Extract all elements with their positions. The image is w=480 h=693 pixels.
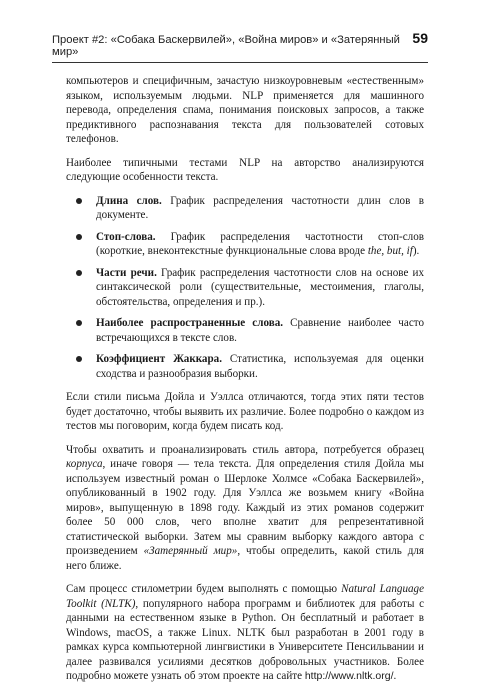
- bullet-icon: [76, 234, 82, 240]
- list-item: [66, 194, 424, 223]
- list-item-text: Сравнение наиболее часто встречающихся в тексте слов.: [96, 317, 424, 344]
- paragraph-3: Если стили письма Дойла и Уэллса отличаются, тогда этих пяти тестов будет достаточно, чтобы выявить их различие. Более подробно о каждом из тестов мы поговорим, когда будем писать код.: [66, 391, 424, 432]
- paragraph-4-part-c: , чтобы определить, какой стиль для него ближе.: [66, 545, 425, 572]
- paragraph-2: Наиболее типичными тестами NLP на авторство анализируются следующие особенности текста.: [66, 156, 424, 183]
- paragraph-4: [66, 443, 424, 574]
- lost-world-title: «Затерянный мир»: [143, 545, 238, 557]
- paragraph-5: [66, 582, 424, 684]
- list-item-tail: ).: [412, 245, 420, 257]
- page-body: [66, 74, 424, 693]
- paragraph-1: компьютеров и специфичным, зачастую низкоуровневым «естественным» языком, используемым людьми. NLP применяется для машинного перевода, определения спама, понимания поисковых запросов, а также предиктивного распознавания текста для пользователей сотовых телефонов.: [66, 75, 424, 145]
- paragraph-4-part-a: Чтобы охватить и проанализировать стиль автора, потребуется образец: [66, 443, 424, 456]
- list-item-term: Стоп-слова.: [96, 230, 156, 243]
- nltk-url-link[interactable]: http://www.nltk.org/: [304, 670, 394, 682]
- bullet-icon: [76, 320, 82, 326]
- feature-list: [66, 194, 424, 382]
- paragraph-5-part-c: .: [393, 670, 397, 682]
- list-item-text: Статистика, используемая для оценки сходства и разнообразия выборки.: [96, 353, 424, 380]
- list-item-text: График распределения частотности стоп-слов (короткие, внеконтекстные функциональные слова вроде: [96, 230, 424, 257]
- list-item: [66, 352, 424, 381]
- header-title: Проект #2: «Собака Баскервилей», «Война миров» и «Затерянный мир»: [52, 34, 400, 58]
- bullet-icon: [76, 356, 82, 362]
- list-item-term: Наиболее распространенные слова.: [96, 317, 284, 329]
- list-item: [66, 316, 424, 345]
- list-item-term: Части речи.: [96, 266, 157, 279]
- list-item-term: Длина слов.: [96, 194, 162, 207]
- list-item: [66, 230, 424, 259]
- bullet-icon: [76, 198, 82, 204]
- running-header: [52, 30, 428, 63]
- page-number: 59: [412, 30, 428, 46]
- nltk-name: Natural Language Toolkit (NLTK): [66, 583, 425, 610]
- corpus-term: корпуса: [66, 458, 103, 470]
- bullet-icon: [76, 270, 82, 276]
- list-item-italic: the, but, if: [367, 245, 413, 257]
- list-item-text: График распределения частотности слов на основе их синтаксической роли (существительные, местоимения, глаголы, обстоятельства, определения и пр.).: [96, 266, 424, 308]
- list-item-term: Коэффициент Жаккара.: [96, 353, 222, 365]
- paragraph-5-part-a: Сам процесс стилометрии будем выполнять с помощью: [66, 583, 342, 595]
- list-item-text: График распределения частотности длин слов в документе.: [96, 194, 424, 221]
- paragraph-4-part-b: , иначе говоря — тела текста. Для определения стиля Дойла мы используем известный роман о Шерлоке Холмсе «Собака Баскервилей», опубликованный в 1902 году. Для Уэллса же возьмем книгу «Война миров», выпущенную в 1898 году. Каждый из этих романов содержит более 50 000 слов, чего вполне хватит для репрезентативной статистической выборки. Затем мы сравним выборку каждого автора с произведением: [66, 458, 424, 557]
- paragraph-5-part-b: , популярного набора программ и библиотек для работы с данными на естественном языке в Python. Он бесплатный и работает в Windows, macOS, а также Linux. NLTK был разработан в 2001 году в рамках курса компьютерной лингвистики в Университете Пенсильвании и далее развивался усилиями десятков добровольных участников. Более подробно можете узнать об этом проекте на сайте: [66, 597, 424, 682]
- list-item: [66, 266, 424, 310]
